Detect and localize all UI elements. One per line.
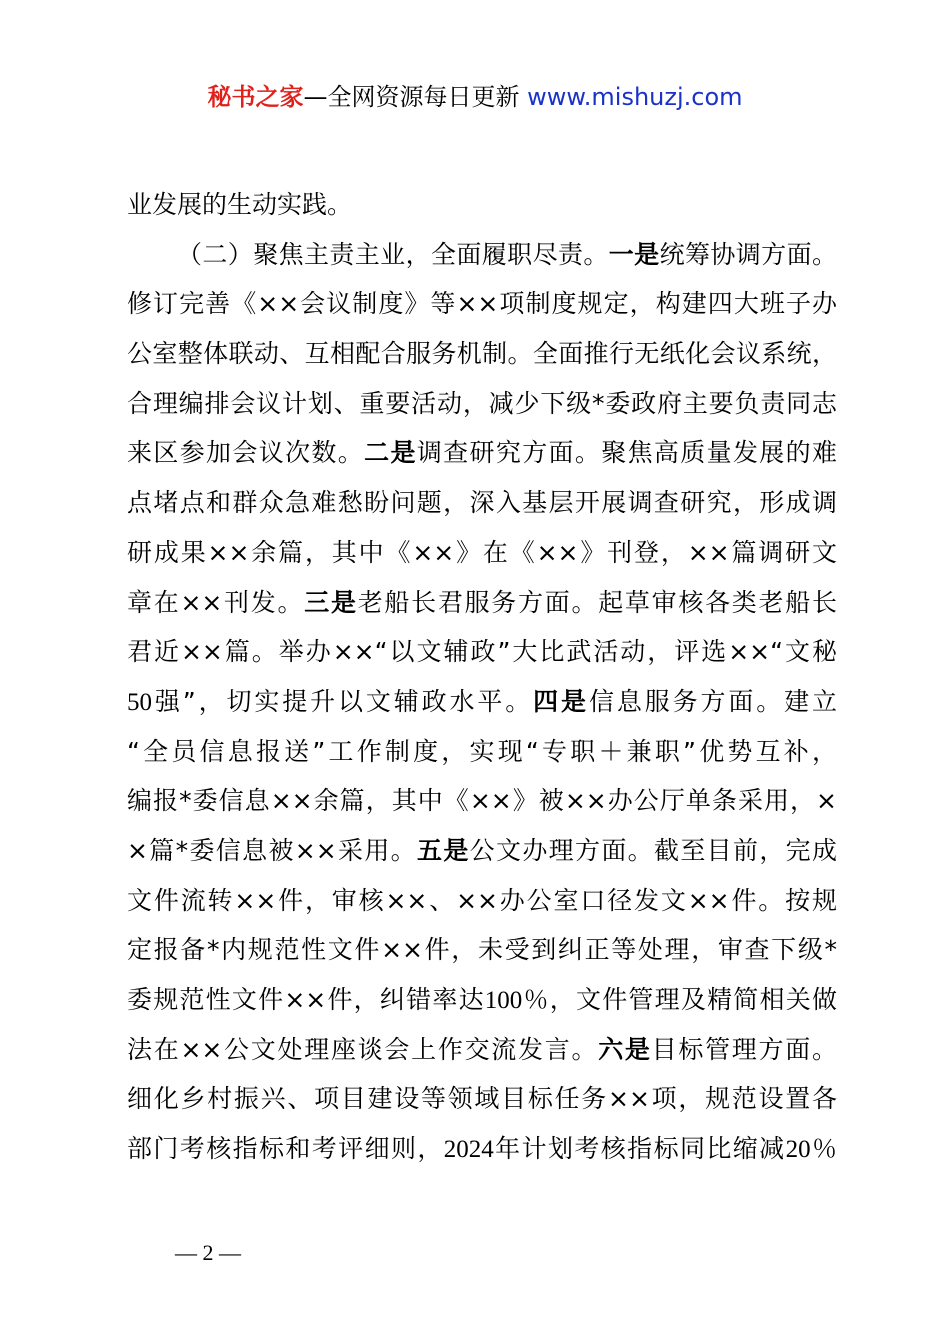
paragraph-line: [127, 428, 837, 478]
paragraph-line: [127, 478, 837, 528]
paragraph-line: [127, 180, 837, 230]
text-run: 点堵点和群众急难愁盼问题，深入基层开展调查研究，形成调: [127, 488, 837, 518]
text-run: 老船长君服务方面。起草审核各类老船长: [357, 587, 837, 617]
paragraph-line: [127, 826, 837, 876]
text-run: 文件流转××件，审核××、××办公室口径发文××件。按规: [127, 885, 837, 915]
paragraph-line: [127, 1124, 837, 1174]
text-run: 合理编排会议计划、重要活动，减少下级*委政府主要负责同志: [127, 388, 837, 418]
site-url-link[interactable]: www.mishuzj.com: [527, 83, 743, 111]
bold-marker: 六是: [598, 1034, 652, 1064]
bold-marker: 二是: [364, 438, 417, 468]
text-run: 强”，切实提升以文辅政水平。: [152, 686, 534, 716]
text-run: 修订完善《××会议制度》等××项制度规定，构建四大班子办: [127, 289, 837, 319]
paragraph-line: [127, 1025, 837, 1075]
text-run: 调查研究方面。聚焦高质量发展的难: [416, 438, 837, 468]
text-run: 目标管理方面。: [651, 1034, 837, 1064]
paragraph-line: [127, 627, 837, 677]
text-run: 研成果××余篇，其中《××》在《××》刊登，××篇调研文: [127, 537, 837, 567]
text-run: 法在××公文处理座谈会上作交流发言。: [127, 1034, 599, 1064]
paragraph-line: [127, 1074, 837, 1124]
text-run: 业发展的生动实践。: [127, 190, 353, 219]
paragraph-line: [127, 230, 837, 280]
paragraph-line: [127, 528, 837, 578]
bold-marker: 三是: [304, 587, 358, 617]
bold-marker: 一是: [608, 239, 660, 269]
site-tagline: —全网资源每日更新: [303, 83, 520, 111]
text-run: ×篇*委信息被××采用。: [127, 835, 417, 865]
paragraph-line: [127, 279, 837, 329]
paragraph-line: [127, 925, 837, 975]
text-run: 定报备*内规范性文件××件，未受到纠正等处理，审查下级*: [127, 935, 837, 965]
text-run: （二）聚焦主责主业，全面履职尽责。: [177, 239, 609, 269]
number-run: 50: [127, 688, 152, 716]
paragraph-line: [127, 329, 837, 379]
bold-marker: 五是: [417, 835, 470, 865]
paragraph-line: [127, 677, 837, 727]
text-run: “全员信息报送”工作制度，实现“专职＋兼职”优势互补，: [127, 736, 837, 766]
text-run: 章在××刊发。: [127, 587, 305, 617]
document-body: [127, 180, 837, 1174]
text-run: 公室整体联动、互相配合服务机制。全面推行无纸化会议系统，: [127, 339, 837, 369]
text-run: 统筹协调方面。: [659, 239, 837, 269]
text-run: 委规范性文件××件，纠错率达: [127, 985, 485, 1014]
text-run: 细化乡村振兴、项目建设等领域目标任务××项，规范设置各: [127, 1084, 837, 1114]
paragraph-line: [127, 379, 837, 429]
text-run: ，文件管理及精简相关做: [549, 985, 837, 1014]
number-run: 20％: [785, 1136, 837, 1164]
number-run: 2024: [443, 1136, 494, 1164]
site-brand-name: 秘书之家: [207, 83, 304, 111]
paragraph-line: [127, 578, 837, 628]
bold-marker: 四是: [533, 686, 589, 716]
paragraph-line: [127, 876, 837, 926]
page-number: — 2 —: [175, 1240, 241, 1265]
site-banner: [0, 80, 950, 114]
text-run: 来区参加会议次数。: [127, 438, 365, 468]
text-run: 编报*委信息××余篇，其中《××》被××办公厅单条采用，×: [127, 786, 837, 816]
text-run: 君近××篇。举办××“以文辅政”大比武活动，评选××“文秘: [127, 637, 837, 667]
text-run: 部门考核指标和考评细则，: [127, 1134, 444, 1164]
paragraph-line: [127, 975, 837, 1025]
paragraph-line: [127, 727, 837, 777]
text-run: 公文办理方面。截至目前，完成: [469, 835, 837, 865]
text-run: 年计划考核指标同比缩减: [493, 1134, 786, 1164]
text-run: 信息服务方面。建立: [588, 686, 837, 716]
paragraph-line: [127, 776, 837, 826]
number-run: 100％: [484, 987, 550, 1014]
